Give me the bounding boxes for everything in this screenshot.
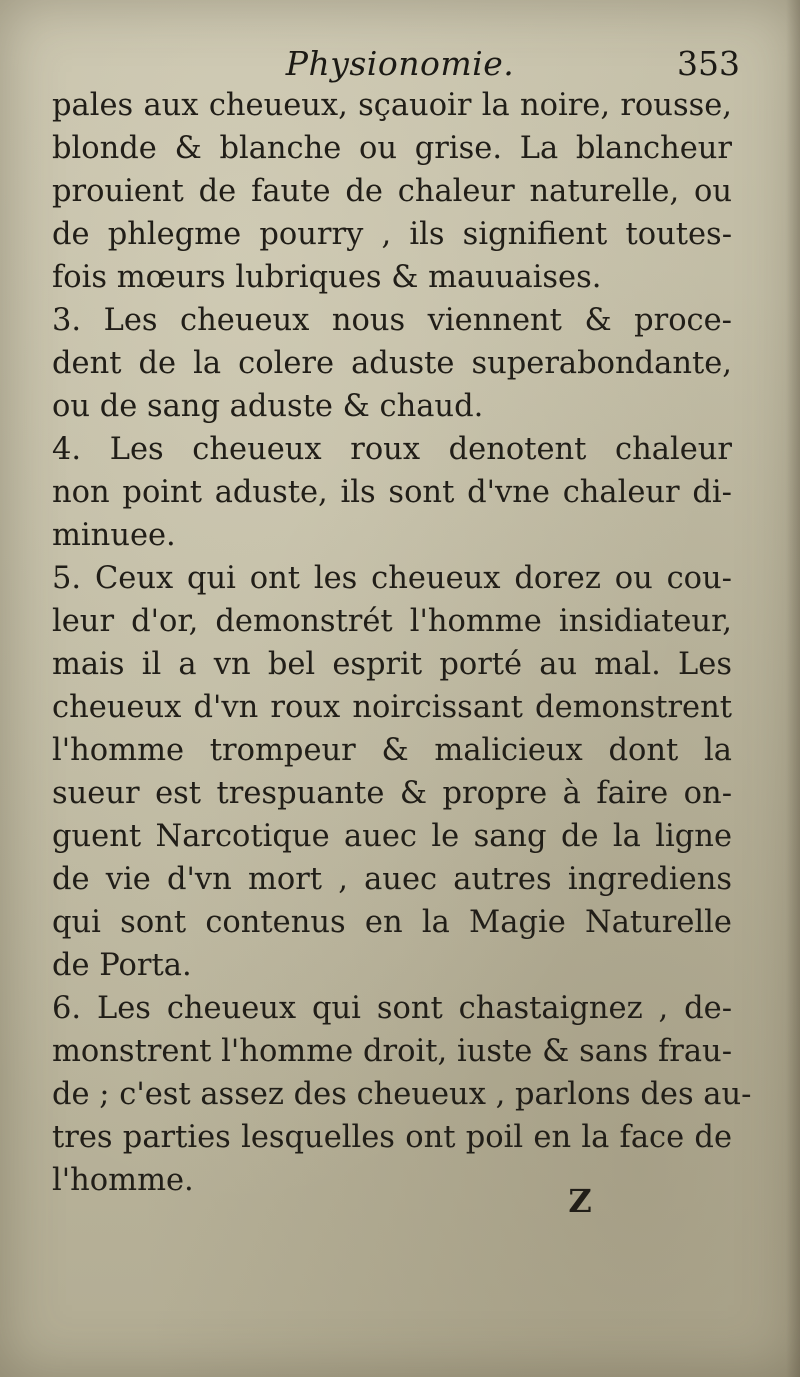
text-line: de Porta. xyxy=(52,948,192,983)
text-line: non point aduste, ils sont d'vne chaleur di- xyxy=(52,475,732,510)
text-line: 6. Les cheueux qui sont chastaignez , de- xyxy=(52,991,732,1026)
page-edge-shadow xyxy=(786,0,800,1377)
text-line: l'homme. xyxy=(52,1163,194,1198)
text-line: l'homme trompeur & malicieux dont la xyxy=(52,733,732,768)
text-line: leur d'or, demonstrét l'homme insidiateur, xyxy=(52,604,732,639)
text-line: tres parties lesquelles ont poil en la face de xyxy=(52,1120,732,1155)
text-line: 5. Ceux qui ont les cheueux dorez ou cou- xyxy=(52,561,732,596)
text-line: dent de la colere aduste superabondante, xyxy=(52,346,732,381)
running-title: Physionomie. xyxy=(285,44,515,83)
text-line: mais il a vn bel esprit porté au mal. Les xyxy=(52,647,732,682)
text-line: prouient de faute de chaleur naturelle, ou xyxy=(52,174,732,209)
text-line: fois mœurs lubriques & mauuaises. xyxy=(52,260,602,295)
text-line: de ; c'est assez des cheueux , parlons des au- xyxy=(52,1077,752,1112)
text-line: sueur est trespuante & propre à faire on- xyxy=(52,776,732,811)
text-line: 3. Les cheueux nous viennent & proce- xyxy=(52,303,732,338)
body-text xyxy=(52,84,752,1202)
page-number: 353 xyxy=(677,44,740,83)
text-line: blonde & blanche ou grise. La blancheur xyxy=(52,131,732,166)
text-line: cheueux d'vn roux noircissant demonstrent xyxy=(52,690,732,725)
signature-mark: Z xyxy=(568,1182,592,1220)
text-line: minuee. xyxy=(52,518,176,553)
text-line: de vie d'vn mort , auec autres ingrediens xyxy=(52,862,732,897)
text-line: ou de sang aduste & chaud. xyxy=(52,389,484,424)
text-line: pales aux cheueux, sçauoir la noire, rousse, xyxy=(52,88,732,123)
text-line: guent Narcotique auec le sang de la ligne xyxy=(52,819,732,854)
text-line: 4. Les cheueux roux denotent chaleur xyxy=(52,432,732,467)
text-line: monstrent l'homme droit, iuste & sans frau- xyxy=(52,1034,732,1069)
text-line: de phlegme pourry , ils signifient toutes- xyxy=(52,217,732,252)
text-line: qui sont contenus en la Magie Naturelle xyxy=(52,905,732,940)
